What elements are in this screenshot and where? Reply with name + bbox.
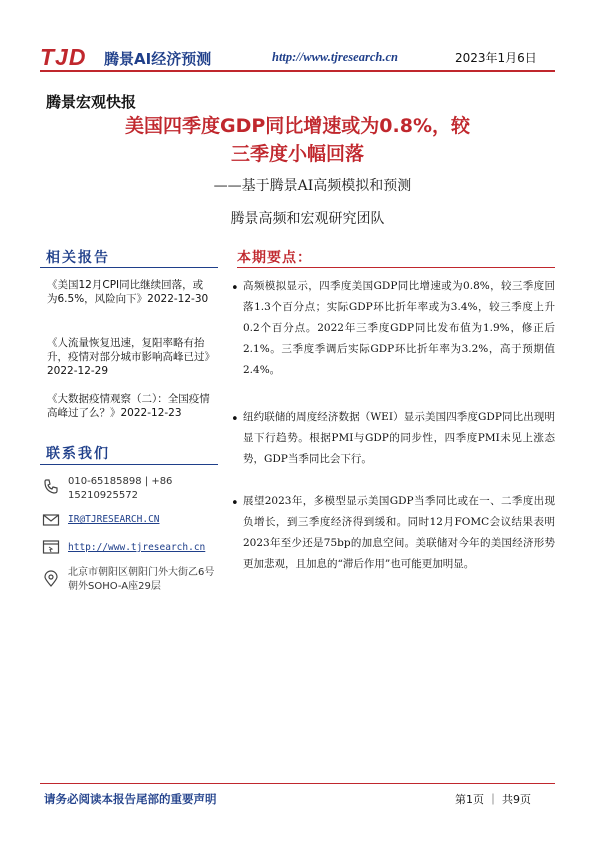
tjd-logo: TJD — [40, 44, 87, 70]
contact-address: 北京市朝阳区朝阳门外大街乙6号朝外SOHO-A座29层 — [68, 567, 215, 592]
report-title-line-1: 美国四季度GDP同比增速或为0.8%，较 — [125, 115, 470, 137]
report-title-line-2: 三季度小幅回落 — [230, 143, 364, 165]
contact-divider — [40, 464, 218, 465]
bullet-icon: • — [231, 412, 239, 427]
contact-phone: 010-65185898 | +86 15210925572 — [68, 476, 173, 501]
contact-heading: 联系我们 — [46, 446, 110, 462]
contact-email-link[interactable]: IR@TJRESEARCH.CN — [68, 514, 160, 525]
related-reports-heading: 相关报告 — [46, 250, 110, 266]
header-divider — [40, 70, 555, 72]
series-title: 腾景宏观快报 — [46, 93, 137, 111]
related-reports-divider — [40, 267, 218, 268]
related-report-link[interactable]: 《美国12月CPI同比继续回落，或为6.5%，风险向下》2022-12-30 — [47, 279, 209, 305]
footer-disclaimer: 请务必阅读本报告尾部的重要声明 — [44, 792, 217, 806]
bullet-icon: • — [231, 281, 239, 296]
brand-name: 腾景AI经济预测 — [104, 50, 212, 68]
report-date: 2023年1月6日 — [455, 51, 537, 65]
website-icon — [42, 538, 60, 556]
key-points-divider — [237, 267, 555, 268]
page-number: 第1页 ｜ 共9页 — [455, 793, 531, 806]
contact-website-link[interactable]: http://www.tjresearch.cn — [68, 542, 206, 553]
key-point-paragraph: 高频模拟显示，四季度美国GDP同比增速或为0.8%，较三季度回落1.3个百分点；实际GDP环比折年率或为3.4%，较三季度上升0.2个百分点。2022年三季度GDP同比发布值为1.9%，修正后2.1%。三季度季调后实际GDP环比折年率为3.2%，高于预期值2.4%。 — [243, 280, 555, 376]
key-point-paragraph: 展望2023年，多模型显示美国GDP当季同比或在一、二季度出现负增长，到三季度经济得到缓和。同时12月FOMC会议结果表明2023年至少还是75bp的加息空间。美联储对今年的美国经济形势更加悲观，且加息的“滞后作用”也可能更加明显。 — [243, 495, 555, 570]
research-team: 腾景高频和宏观研究团队 — [230, 211, 385, 227]
report-subtitle: ——基于腾景AI高频模拟和预测 — [213, 178, 412, 194]
header-url-link[interactable]: http://www.tjresearch.cn — [272, 50, 398, 64]
related-report-link[interactable]: 《人流量恢复迅速，复阳率略有抬升，疫情对部分城市影响高峰已过》2022-12-29 — [47, 337, 210, 377]
email-icon — [42, 511, 60, 529]
key-points-heading: 本期要点： — [237, 250, 312, 266]
footer-divider — [40, 783, 555, 784]
location-pin-icon — [42, 570, 60, 588]
key-point-paragraph: 纽约联储的周度经济数据（WEI）显示美国四季度GDP同比出现明显下行趋势。根据PMI与GDP的同步性，四季度PMI未见上涨态势，GDP当季同比会下行。 — [243, 411, 555, 465]
related-report-link[interactable]: 《大数据疫情观察（二）：全国疫情高峰过了么？》2022-12-23 — [47, 393, 210, 419]
bullet-icon: • — [231, 496, 239, 511]
phone-icon — [42, 478, 60, 496]
